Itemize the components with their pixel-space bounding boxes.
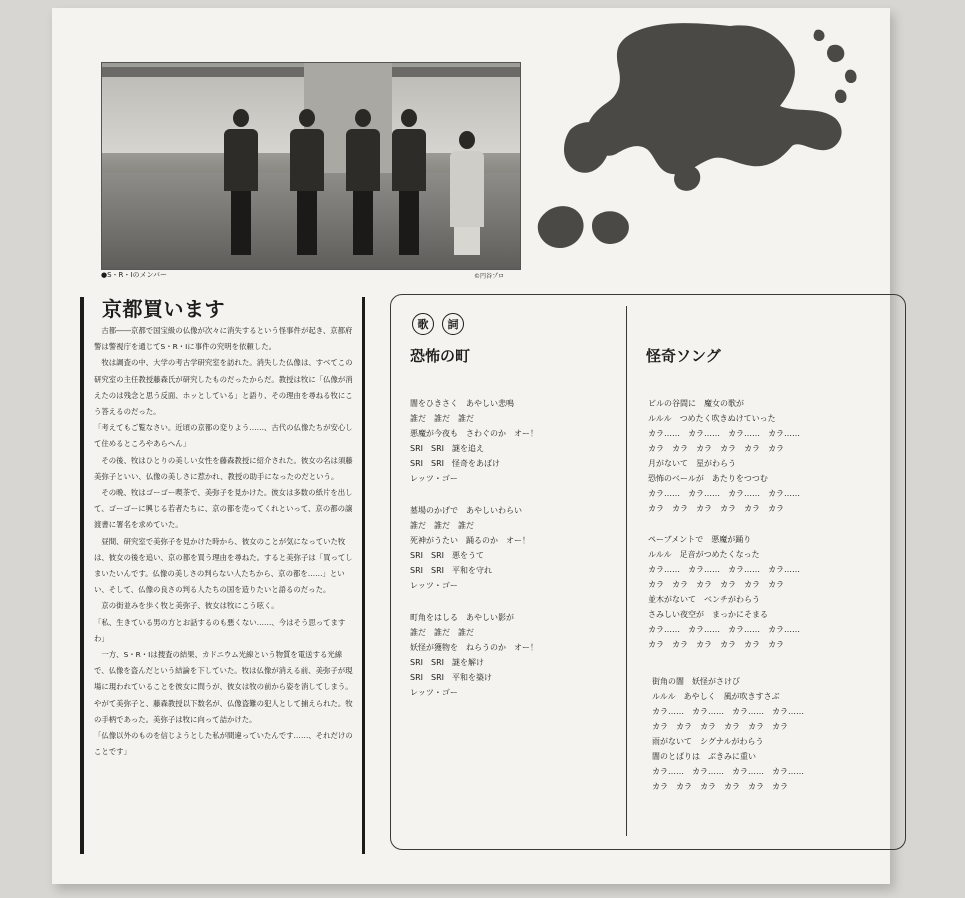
photo-credit: ©円谷プロ <box>474 273 505 280</box>
story-paragraph: 京の街並みを歩く牧と美弥子、彼女は牧にこう呟く。 <box>101 601 279 611</box>
story-left-rule <box>80 297 84 854</box>
song1-verse-1: 闇をひきさく あやしい悲鳴 誰だ 誰だ 誰だ 悪魔が今夜も さわぐのか オー！ SRI SRI 謎を追え SRI SRI 怪奇をあばけ レッツ・ゴー <box>410 399 538 483</box>
member-figure <box>290 109 324 255</box>
song1-verse-2: 墓場のかげで あやしいわらい 誰だ 誰だ 誰だ 死神がうたい 踊るのか オー！ SRI SRI 悪をうて SRI SRI 平和を守れ レッツ・ゴー <box>410 506 530 590</box>
member-figure <box>346 109 380 255</box>
ink-blot-illustration <box>530 18 860 258</box>
story-right-rule <box>362 297 365 854</box>
story-paragraph: 牧は調査の中、大学の考古学研究室を訪れた。消失した仏像は、すべてこの研究室の主任教授藤森氏が研究したものだったからだ。教授は牧に「仏像が消えたのは残念と思う反面、ホッとしている」と語り、その理由を尋ねる牧にこう答えるのだった。 <box>94 358 353 417</box>
story-paragraph: 「仏像以外のものを信じようとした私が間違っていたんです……、それだけのことです」 <box>94 731 353 757</box>
lyrics-heading <box>412 313 464 335</box>
song-title-kyofu-no-machi: 恐怖の町 <box>410 347 471 365</box>
song2-verse-3: 街角の闇 妖怪がさけび ルルル あやしく 風が吹きすさぶ カラ…… カラ…… カラ…… カラ…… カラ カラ カラ カラ カラ カラ 雨がないて シグナルがわらう 闇のとばりは ぶきみに重い カラ…… カラ…… カラ…… カラ…… カラ カラ カラ カラ カラ カラ <box>652 677 804 791</box>
song1-verse-3: 町角をはしる あやしい影が 誰だ 誰だ 誰だ 妖怪が獲物を ねらうのか オー！ SRI SRI 謎を解け SRI SRI 平和を築け レッツ・ゴー <box>410 613 538 697</box>
story-paragraph: その晩、牧はゴーゴー喫茶で、美弥子を見かけた。彼女は多数の紙片を出して、ゴーゴーに興じる若者たちに、京の都を売ってくれといって、京の都の譲渡書に署名を求めていた。 <box>94 488 353 530</box>
story-title: 京都買います <box>102 297 225 321</box>
photo-caption: ●S・R・Iのメンバー <box>101 271 167 279</box>
story-paragraph: その後、牧はひとりの美しい女性を藤森教授に紹介された。彼女の名は須藤美弥子といい、仏像の美しさに惹かれ、教授の助手になったのだという。 <box>94 455 353 481</box>
song2-verse-1: ビルの谷間に 魔女の歌が ルルル つめたく吹きぬけていった カラ…… カラ…… カラ…… カラ…… カラ カラ カラ カラ カラ カラ 月がないて 星がわらう 恐怖のベールが あたりをつつむ カラ…… カラ…… カラ…… カラ…… カラ カラ カラ カラ カラ カラ <box>648 399 800 513</box>
story-paragraph: 昼間、研究室で美弥子を見かけた時から、彼女のことが気になっていた牧は、彼女の後を追い、京の都を買う理由を尋ねた。すると美弥子は「買ってしまいたいんです。仏像の美しさの判らない人たちから、京の都を……」といい、そして、仏像の良さの判る人たちの国を造りたいと語るのだった。 <box>94 536 353 595</box>
story-paragraph: 「私、生きている男の方とお話するのも悪くない……、今はそう思ってますわ」 <box>94 617 346 643</box>
song-title-kaiki-song: 怪奇ソング <box>646 347 721 365</box>
lyrics-divider <box>626 306 627 836</box>
member-figure <box>392 109 426 255</box>
story-body <box>94 323 356 760</box>
story-paragraph: 「考えてもご覧なさい。近頃の京都の変りよう……、古代の仏像たちが安心して住めるところやあらへん」 <box>94 423 353 449</box>
lyrics-heading-char: 詞 <box>442 313 464 335</box>
member-figure <box>450 131 484 255</box>
group-photo <box>101 62 521 270</box>
story-paragraph: 一方、S・R・Iは捜査の結果、カドニウム光線という物質を電送する光線で、仏像を盗んだという結論を下していた。牧は仏像が消える前、美弥子が現場に現われていることを彼女に問うが、彼女は牧の前から姿を消してしまう。やがて美弥子と、藤森教授以下数名が、仏像盗難の犯人として捕えられた。牧の手柄であった。美弥子は牧に向って詰かけた。 <box>94 650 353 724</box>
lyrics-heading-char: 歌 <box>412 313 434 335</box>
song2-verse-2: ペーブメントで 悪魔が踊り ルルル 足音がつめたくなった カラ…… カラ…… カラ…… カラ…… カラ カラ カラ カラ カラ カラ 並木がないて ベンチがわらう さみしい夜空が まっかにそまる カラ…… カラ…… カラ…… カラ…… カラ カラ カラ カラ カラ カラ <box>648 535 800 649</box>
member-figure <box>224 109 258 255</box>
story-paragraph: 古都――京都で国宝級の仏像が次々に消失するという怪事件が起き、京都府警は警視庁を通じてS・R・Iに事件の究明を依頼した。 <box>94 326 353 352</box>
